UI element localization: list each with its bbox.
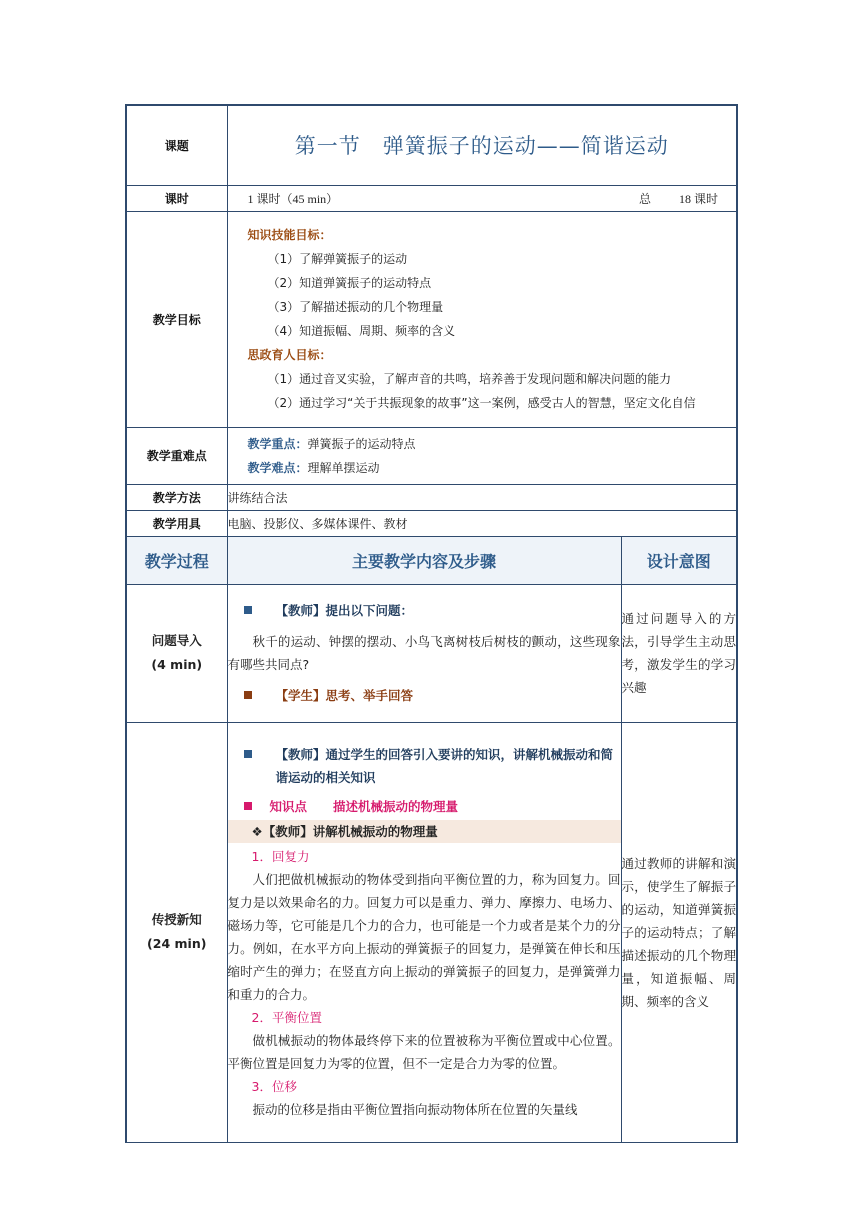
total-value: 18 课时: [678, 191, 718, 206]
paragraph-restoring-force: 人们把做机械振动的物体受到指向平衡位置的力，称为回复力。回复力是以效果命名的力。回复力可以是重力、弹力、摩擦力、电场力、磁场力等，它可能是几个力的合力，也可能是一个力或者是某个力的分力。例如，在水平方向上振动的弹簧振子的回复力，是弹簧在伸长和压缩时产生的弹力；在竖直方向上振动的弹簧振子的回复力，是弹簧弹力和重力的合力。: [227, 872, 621, 1002]
difficulty-text: 理解单摆运动: [307, 460, 380, 475]
paragraph-displacement: 振动的位移是指由平衡位置指向振动物体所在位置的矢量线: [252, 1102, 578, 1117]
hours-row: [126, 185, 737, 211]
skill-goal-heading: 知识技能目标：: [247, 228, 332, 242]
skill-goal-2: （2）知道弹簧振子的运动特点: [267, 276, 432, 290]
course-row: [126, 105, 737, 185]
key-point-text: 弹簧振子的运动特点: [307, 436, 416, 451]
process-header-row: [126, 536, 737, 584]
intro-label-cell: [126, 584, 227, 722]
intro-label: 问题导入: [151, 633, 202, 648]
paragraph-equilibrium: 做机械振动的物体最终停下来的位置被称为平衡位置或中心位置。平衡位置是回复力为零的位置，但不一定是合力为零的位置。: [227, 1033, 621, 1071]
intro-intent: 通过问题导入的方法，引导学生主动思考，激发学生的学习兴趣: [621, 584, 737, 722]
newknow-teacher-bullet: [228, 743, 621, 789]
method-label: 教学方法: [126, 484, 227, 510]
course-label: 课题: [126, 105, 227, 185]
header-content: 主要教学内容及步骤: [227, 536, 621, 584]
subheading-restoring-force: 1．回复力: [251, 849, 310, 864]
square-bullet-icon: [244, 750, 252, 758]
newknow-time: (24 min): [147, 936, 207, 951]
knowledge-point-title: 描述机械振动的物理量: [333, 799, 459, 814]
hours-label: 课时: [126, 185, 227, 211]
knowledge-point-label: 知识点: [269, 799, 308, 814]
key-point-label: 教学重点：: [247, 436, 308, 451]
intro-student-text: 【学生】思考、举手回答: [275, 688, 414, 703]
objectives-label: 教学目标: [126, 211, 227, 427]
subheading-displacement: 3．位移: [251, 1079, 297, 1094]
newknow-row: [126, 722, 737, 1142]
total-label: 总: [638, 191, 651, 206]
teacher-explain-banner: ❖【教师】讲解机械振动的物理量: [228, 820, 621, 843]
difficulty-label: 教学难点：: [247, 460, 308, 475]
newknow-label-cell: [126, 722, 227, 1142]
tools-text: 电脑、投影仪、多媒体课件、教材: [227, 510, 737, 536]
intro-question: 秋千的运动、钟摆的摆动、小鸟飞离树枝后树枝的颤动，这些现象有哪些共同点?: [227, 634, 621, 672]
intro-teacher-text: 【教师】提出以下问题：: [275, 603, 414, 618]
hours-cell: [227, 185, 737, 211]
course-title: 第一节 弹簧振子的运动——简谐运动: [227, 105, 737, 185]
intro-row: [126, 584, 737, 722]
tools-label: 教学用具: [126, 510, 227, 536]
intro-time: (4 min): [151, 657, 203, 672]
method-row: [126, 484, 737, 510]
newknow-teacher-text: 【教师】通过学生的回答引入要讲的知识，讲解机械振动和简谐运动的相关知识: [275, 747, 614, 785]
newknow-content: [227, 722, 621, 1142]
newknow-label: 传授新知: [151, 912, 202, 927]
intro-student-bullet: [228, 684, 621, 707]
skill-goal-1: （1）了解弹簧振子的运动: [267, 252, 408, 266]
objectives-row: [126, 211, 737, 427]
square-bullet-icon: [244, 606, 252, 614]
ideology-goal-1: （1）通过音叉实验，了解声音的共鸣，培养善于发现问题和解决问题的能力: [267, 372, 672, 386]
intro-teacher-bullet: [228, 599, 621, 622]
lesson-plan-sheet: [125, 104, 736, 1117]
skill-goal-3: （3）了解描述振动的几个物理量: [267, 300, 444, 314]
hours-value: 1 课时（45 min）: [247, 191, 339, 206]
knowledge-point-heading: [228, 795, 621, 818]
keypoints-row: [126, 427, 737, 484]
intro-content: [227, 584, 621, 722]
square-bullet-icon: [244, 691, 252, 699]
skill-goal-4: （4）知道振幅、周期、频率的含义: [267, 324, 456, 338]
ideology-goal-2: （2）通过学习“关于共振现象的故事”这一案例，感受古人的智慧，坚定文化自信: [267, 396, 696, 410]
objectives-cell: [227, 211, 737, 427]
tools-row: [126, 510, 737, 536]
subheading-equilibrium: 2．平衡位置: [251, 1010, 322, 1025]
keypoints-cell: [227, 427, 737, 484]
method-text: 讲练结合法: [227, 484, 737, 510]
lesson-plan-table: [125, 104, 738, 1143]
header-process: 教学过程: [126, 536, 227, 584]
header-intent: 设计意图: [621, 536, 737, 584]
newknow-intent: 通过教师的讲解和演示，使学生了解振子的运动，知道弹簧振子的运动特点；了解描述振动的几个物理量，知道振幅、周期、频率的含义: [621, 722, 737, 1142]
ideology-goal-heading: 思政育人目标：: [247, 348, 332, 362]
square-bullet-icon: [244, 802, 252, 810]
keypoints-label: 教学重难点: [126, 427, 227, 484]
